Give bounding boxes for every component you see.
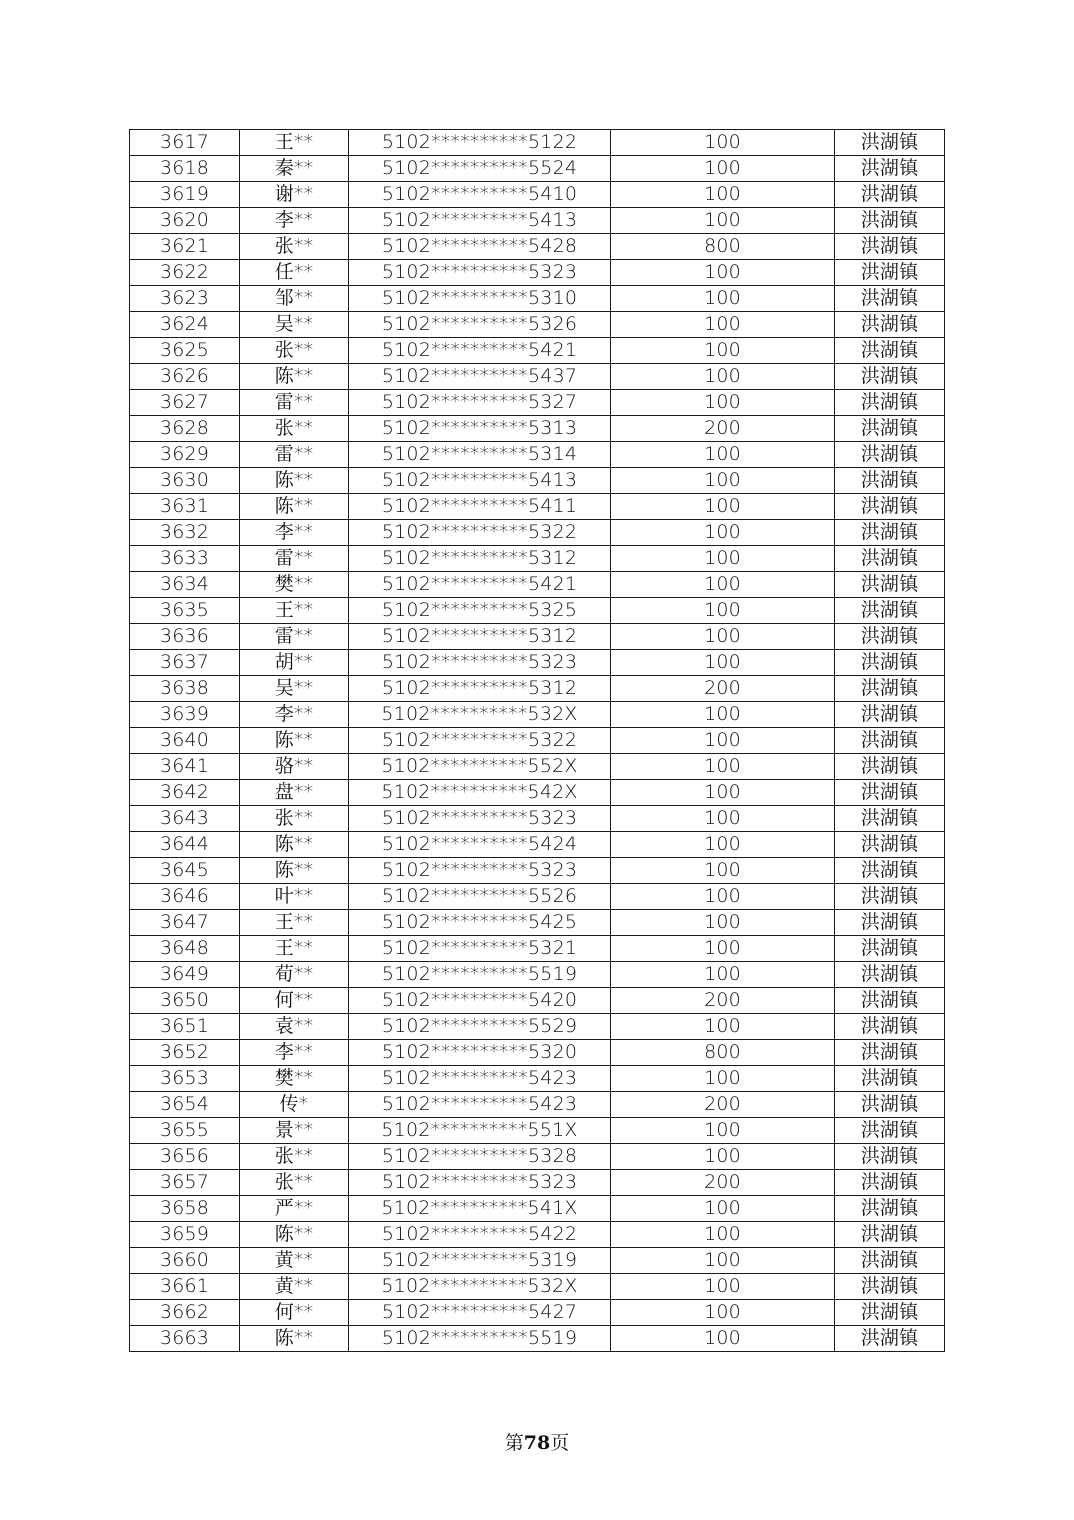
id-number-cell: 5102**********5421 (349, 572, 611, 598)
table-row (130, 832, 945, 858)
amount-cell: 100 (611, 702, 835, 728)
name-cell: 张** (240, 338, 349, 364)
id-number-cell: 5102**********5425 (349, 910, 611, 936)
town-cell: 洪湖镇 (835, 572, 945, 598)
amount-cell: 100 (611, 1144, 835, 1170)
name-cell: 盘** (240, 780, 349, 806)
amount-cell: 100 (611, 1274, 835, 1300)
row-number-cell: 3626 (130, 364, 240, 390)
table-row (130, 286, 945, 312)
town-cell: 洪湖镇 (835, 494, 945, 520)
name-cell: 陈** (240, 832, 349, 858)
id-number-cell: 5102**********5428 (349, 234, 611, 260)
row-number-cell: 3635 (130, 598, 240, 624)
amount-cell: 100 (611, 338, 835, 364)
town-cell: 洪湖镇 (835, 1326, 945, 1352)
amount-cell: 100 (611, 624, 835, 650)
amount-cell: 100 (611, 1326, 835, 1352)
name-cell: 陈** (240, 468, 349, 494)
name-cell: 樊** (240, 1066, 349, 1092)
row-number-cell: 3624 (130, 312, 240, 338)
amount-cell: 100 (611, 494, 835, 520)
amount-cell: 100 (611, 208, 835, 234)
name-cell: 雷** (240, 442, 349, 468)
town-cell: 洪湖镇 (835, 338, 945, 364)
amount-cell: 100 (611, 1066, 835, 1092)
town-cell: 洪湖镇 (835, 390, 945, 416)
amount-cell: 200 (611, 1170, 835, 1196)
row-number-cell: 3642 (130, 780, 240, 806)
name-cell: 李** (240, 208, 349, 234)
table-row (130, 1014, 945, 1040)
id-number-cell: 5102**********5312 (349, 624, 611, 650)
amount-cell: 100 (611, 650, 835, 676)
row-number-cell: 3618 (130, 156, 240, 182)
name-cell: 陈** (240, 728, 349, 754)
row-number-cell: 3638 (130, 676, 240, 702)
table-row (130, 1118, 945, 1144)
row-number-cell: 3652 (130, 1040, 240, 1066)
row-number-cell: 3627 (130, 390, 240, 416)
amount-cell: 800 (611, 1040, 835, 1066)
town-cell: 洪湖镇 (835, 1092, 945, 1118)
table-row (130, 494, 945, 520)
row-number-cell: 3622 (130, 260, 240, 286)
id-number-cell: 5102**********5323 (349, 1170, 611, 1196)
row-number-cell: 3634 (130, 572, 240, 598)
town-cell: 洪湖镇 (835, 1040, 945, 1066)
amount-cell: 100 (611, 182, 835, 208)
id-number-cell: 5102**********541X (349, 1196, 611, 1222)
amount-cell: 100 (611, 130, 835, 156)
id-number-cell: 5102**********5529 (349, 1014, 611, 1040)
name-cell: 张** (240, 1144, 349, 1170)
table-row (130, 1326, 945, 1352)
amount-cell: 200 (611, 416, 835, 442)
table-row (130, 884, 945, 910)
id-number-cell: 5102**********5423 (349, 1066, 611, 1092)
row-number-cell: 3620 (130, 208, 240, 234)
row-number-cell: 3630 (130, 468, 240, 494)
id-number-cell: 5102**********5323 (349, 806, 611, 832)
id-number-cell: 5102**********5312 (349, 676, 611, 702)
amount-cell: 100 (611, 364, 835, 390)
id-number-cell: 5102**********5410 (349, 182, 611, 208)
row-number-cell: 3640 (130, 728, 240, 754)
row-number-cell: 3643 (130, 806, 240, 832)
row-number-cell: 3644 (130, 832, 240, 858)
table-row (130, 312, 945, 338)
town-cell: 洪湖镇 (835, 468, 945, 494)
amount-cell: 100 (611, 1196, 835, 1222)
table-row (130, 520, 945, 546)
town-cell: 洪湖镇 (835, 806, 945, 832)
amount-cell: 100 (611, 806, 835, 832)
town-cell: 洪湖镇 (835, 1274, 945, 1300)
id-number-cell: 5102**********5322 (349, 520, 611, 546)
name-cell: 王** (240, 598, 349, 624)
table-row (130, 390, 945, 416)
amount-cell: 100 (611, 598, 835, 624)
row-number-cell: 3657 (130, 1170, 240, 1196)
amount-cell: 100 (611, 286, 835, 312)
town-cell: 洪湖镇 (835, 1196, 945, 1222)
town-cell: 洪湖镇 (835, 442, 945, 468)
amount-cell: 200 (611, 676, 835, 702)
id-number-cell: 5102**********5519 (349, 1326, 611, 1352)
table-row (130, 338, 945, 364)
table-row (130, 572, 945, 598)
row-number-cell: 3617 (130, 130, 240, 156)
amount-cell: 100 (611, 1222, 835, 1248)
id-number-cell: 5102**********5320 (349, 1040, 611, 1066)
name-cell: 陈** (240, 1222, 349, 1248)
name-cell: 王** (240, 130, 349, 156)
table-row (130, 1092, 945, 1118)
town-cell: 洪湖镇 (835, 832, 945, 858)
town-cell: 洪湖镇 (835, 858, 945, 884)
amount-cell: 100 (611, 442, 835, 468)
town-cell: 洪湖镇 (835, 754, 945, 780)
name-cell: 李** (240, 1040, 349, 1066)
name-cell: 骆** (240, 754, 349, 780)
table-row (130, 1066, 945, 1092)
amount-cell: 100 (611, 728, 835, 754)
table-row (130, 780, 945, 806)
town-cell: 洪湖镇 (835, 624, 945, 650)
amount-cell: 100 (611, 962, 835, 988)
town-cell: 洪湖镇 (835, 1118, 945, 1144)
row-number-cell: 3649 (130, 962, 240, 988)
id-number-cell: 5102**********5323 (349, 260, 611, 286)
name-cell: 胡** (240, 650, 349, 676)
row-number-cell: 3662 (130, 1300, 240, 1326)
table-row (130, 1222, 945, 1248)
row-number-cell: 3651 (130, 1014, 240, 1040)
table-row (130, 702, 945, 728)
table-row (130, 1144, 945, 1170)
name-cell: 李** (240, 520, 349, 546)
row-number-cell: 3619 (130, 182, 240, 208)
amount-cell: 100 (611, 754, 835, 780)
id-number-cell: 5102**********552X (349, 754, 611, 780)
town-cell: 洪湖镇 (835, 234, 945, 260)
table-row (130, 754, 945, 780)
amount-cell: 100 (611, 832, 835, 858)
name-cell: 任** (240, 260, 349, 286)
name-cell: 张** (240, 1170, 349, 1196)
town-cell: 洪湖镇 (835, 1170, 945, 1196)
name-cell: 吴** (240, 312, 349, 338)
row-number-cell: 3623 (130, 286, 240, 312)
table-row (130, 234, 945, 260)
row-number-cell: 3645 (130, 858, 240, 884)
town-cell: 洪湖镇 (835, 546, 945, 572)
id-number-cell: 5102**********551X (349, 1118, 611, 1144)
page-number: 78 (523, 1432, 551, 1454)
id-number-cell: 5102**********5420 (349, 988, 611, 1014)
row-number-cell: 3663 (130, 1326, 240, 1352)
table-row (130, 364, 945, 390)
name-cell: 邹** (240, 286, 349, 312)
row-number-cell: 3653 (130, 1066, 240, 1092)
town-cell: 洪湖镇 (835, 208, 945, 234)
name-cell: 王** (240, 910, 349, 936)
name-cell: 张** (240, 806, 349, 832)
table-row (130, 416, 945, 442)
town-cell: 洪湖镇 (835, 416, 945, 442)
id-number-cell: 5102**********5313 (349, 416, 611, 442)
id-number-cell: 5102**********5328 (349, 1144, 611, 1170)
row-number-cell: 3639 (130, 702, 240, 728)
row-number-cell: 3636 (130, 624, 240, 650)
id-number-cell: 5102**********5319 (349, 1248, 611, 1274)
name-cell: 景** (240, 1118, 349, 1144)
id-number-cell: 5102**********5424 (349, 832, 611, 858)
id-number-cell: 5102**********5314 (349, 442, 611, 468)
id-number-cell: 5102**********5325 (349, 598, 611, 624)
row-number-cell: 3629 (130, 442, 240, 468)
id-number-cell: 5102**********5323 (349, 650, 611, 676)
name-cell: 雷** (240, 390, 349, 416)
table-row (130, 156, 945, 182)
table-row (130, 806, 945, 832)
row-number-cell: 3628 (130, 416, 240, 442)
name-cell: 传* (240, 1092, 349, 1118)
id-number-cell: 5102**********5421 (349, 338, 611, 364)
table-row (130, 260, 945, 286)
name-cell: 荀** (240, 962, 349, 988)
table-row (130, 182, 945, 208)
id-number-cell: 5102**********542X (349, 780, 611, 806)
name-cell: 雷** (240, 624, 349, 650)
town-cell: 洪湖镇 (835, 988, 945, 1014)
table-row (130, 650, 945, 676)
town-cell: 洪湖镇 (835, 884, 945, 910)
id-number-cell: 5102**********5327 (349, 390, 611, 416)
amount-cell: 100 (611, 936, 835, 962)
town-cell: 洪湖镇 (835, 182, 945, 208)
id-number-cell: 5102**********5413 (349, 468, 611, 494)
amount-cell: 100 (611, 156, 835, 182)
amount-cell: 200 (611, 1092, 835, 1118)
town-cell: 洪湖镇 (835, 130, 945, 156)
town-cell: 洪湖镇 (835, 312, 945, 338)
amount-cell: 100 (611, 910, 835, 936)
row-number-cell: 3646 (130, 884, 240, 910)
name-cell: 张** (240, 234, 349, 260)
table-row (130, 1300, 945, 1326)
table-row (130, 1248, 945, 1274)
amount-cell: 100 (611, 260, 835, 286)
town-cell: 洪湖镇 (835, 1300, 945, 1326)
row-number-cell: 3650 (130, 988, 240, 1014)
town-cell: 洪湖镇 (835, 780, 945, 806)
town-cell: 洪湖镇 (835, 676, 945, 702)
amount-cell: 100 (611, 546, 835, 572)
page-number-prefix: 第 (504, 1432, 524, 1454)
table-row (130, 1170, 945, 1196)
row-number-cell: 3655 (130, 1118, 240, 1144)
amount-cell: 100 (611, 468, 835, 494)
id-number-cell: 5102**********5437 (349, 364, 611, 390)
amount-cell: 200 (611, 988, 835, 1014)
roster-table (129, 129, 945, 1352)
town-cell: 洪湖镇 (835, 598, 945, 624)
row-number-cell: 3632 (130, 520, 240, 546)
name-cell: 何** (240, 1300, 349, 1326)
amount-cell: 100 (611, 884, 835, 910)
name-cell: 何** (240, 988, 349, 1014)
table-row (130, 130, 945, 156)
row-number-cell: 3656 (130, 1144, 240, 1170)
table-row (130, 1196, 945, 1222)
amount-cell: 100 (611, 390, 835, 416)
table-row (130, 858, 945, 884)
id-number-cell: 5102**********5524 (349, 156, 611, 182)
name-cell: 谢** (240, 182, 349, 208)
name-cell: 雷** (240, 546, 349, 572)
row-number-cell: 3647 (130, 910, 240, 936)
table-row (130, 728, 945, 754)
id-number-cell: 5102**********5322 (349, 728, 611, 754)
town-cell: 洪湖镇 (835, 936, 945, 962)
town-cell: 洪湖镇 (835, 910, 945, 936)
name-cell: 陈** (240, 858, 349, 884)
row-number-cell: 3621 (130, 234, 240, 260)
town-cell: 洪湖镇 (835, 1144, 945, 1170)
id-number-cell: 5102**********532X (349, 1274, 611, 1300)
amount-cell: 100 (611, 858, 835, 884)
town-cell: 洪湖镇 (835, 1014, 945, 1040)
table-row (130, 1040, 945, 1066)
amount-cell: 100 (611, 1118, 835, 1144)
amount-cell: 100 (611, 520, 835, 546)
row-number-cell: 3661 (130, 1274, 240, 1300)
amount-cell: 100 (611, 1248, 835, 1274)
name-cell: 叶** (240, 884, 349, 910)
row-number-cell: 3659 (130, 1222, 240, 1248)
id-number-cell: 5102**********5413 (349, 208, 611, 234)
town-cell: 洪湖镇 (835, 728, 945, 754)
row-number-cell: 3641 (130, 754, 240, 780)
id-number-cell: 5102**********5423 (349, 1092, 611, 1118)
amount-cell: 100 (611, 312, 835, 338)
name-cell: 陈** (240, 1326, 349, 1352)
table-row (130, 910, 945, 936)
id-number-cell: 5102**********5422 (349, 1222, 611, 1248)
id-number-cell: 5102**********5122 (349, 130, 611, 156)
id-number-cell: 5102**********5321 (349, 936, 611, 962)
table-row (130, 546, 945, 572)
table-row (130, 624, 945, 650)
name-cell: 黄** (240, 1274, 349, 1300)
amount-cell: 100 (611, 1014, 835, 1040)
name-cell: 袁** (240, 1014, 349, 1040)
name-cell: 黄** (240, 1248, 349, 1274)
table-row (130, 208, 945, 234)
name-cell: 陈** (240, 494, 349, 520)
row-number-cell: 3625 (130, 338, 240, 364)
name-cell: 王** (240, 936, 349, 962)
name-cell: 严** (240, 1196, 349, 1222)
town-cell: 洪湖镇 (835, 520, 945, 546)
id-number-cell: 5102**********5310 (349, 286, 611, 312)
id-number-cell: 5102**********5312 (349, 546, 611, 572)
row-number-cell: 3648 (130, 936, 240, 962)
table-row (130, 1274, 945, 1300)
table-row (130, 962, 945, 988)
name-cell: 陈** (240, 364, 349, 390)
row-number-cell: 3637 (130, 650, 240, 676)
table-row (130, 936, 945, 962)
id-number-cell: 5102**********5427 (349, 1300, 611, 1326)
page-footer (0, 1428, 1074, 1455)
town-cell: 洪湖镇 (835, 260, 945, 286)
name-cell: 吴** (240, 676, 349, 702)
name-cell: 张** (240, 416, 349, 442)
id-number-cell: 5102**********5326 (349, 312, 611, 338)
table-row (130, 442, 945, 468)
town-cell: 洪湖镇 (835, 650, 945, 676)
id-number-cell: 5102**********5411 (349, 494, 611, 520)
row-number-cell: 3660 (130, 1248, 240, 1274)
table-row (130, 598, 945, 624)
amount-cell: 100 (611, 1300, 835, 1326)
amount-cell: 100 (611, 780, 835, 806)
town-cell: 洪湖镇 (835, 364, 945, 390)
name-cell: 秦** (240, 156, 349, 182)
id-number-cell: 5102**********5526 (349, 884, 611, 910)
town-cell: 洪湖镇 (835, 1222, 945, 1248)
amount-cell: 800 (611, 234, 835, 260)
row-number-cell: 3658 (130, 1196, 240, 1222)
name-cell: 李** (240, 702, 349, 728)
page-number-suffix: 页 (550, 1432, 570, 1454)
town-cell: 洪湖镇 (835, 156, 945, 182)
table-row (130, 988, 945, 1014)
town-cell: 洪湖镇 (835, 702, 945, 728)
id-number-cell: 5102**********5519 (349, 962, 611, 988)
table-row (130, 468, 945, 494)
town-cell: 洪湖镇 (835, 286, 945, 312)
roster-table-body (130, 130, 945, 1352)
town-cell: 洪湖镇 (835, 962, 945, 988)
row-number-cell: 3633 (130, 546, 240, 572)
name-cell: 樊** (240, 572, 349, 598)
town-cell: 洪湖镇 (835, 1248, 945, 1274)
id-number-cell: 5102**********532X (349, 702, 611, 728)
table-row (130, 676, 945, 702)
id-number-cell: 5102**********5323 (349, 858, 611, 884)
amount-cell: 100 (611, 572, 835, 598)
town-cell: 洪湖镇 (835, 1066, 945, 1092)
row-number-cell: 3631 (130, 494, 240, 520)
row-number-cell: 3654 (130, 1092, 240, 1118)
